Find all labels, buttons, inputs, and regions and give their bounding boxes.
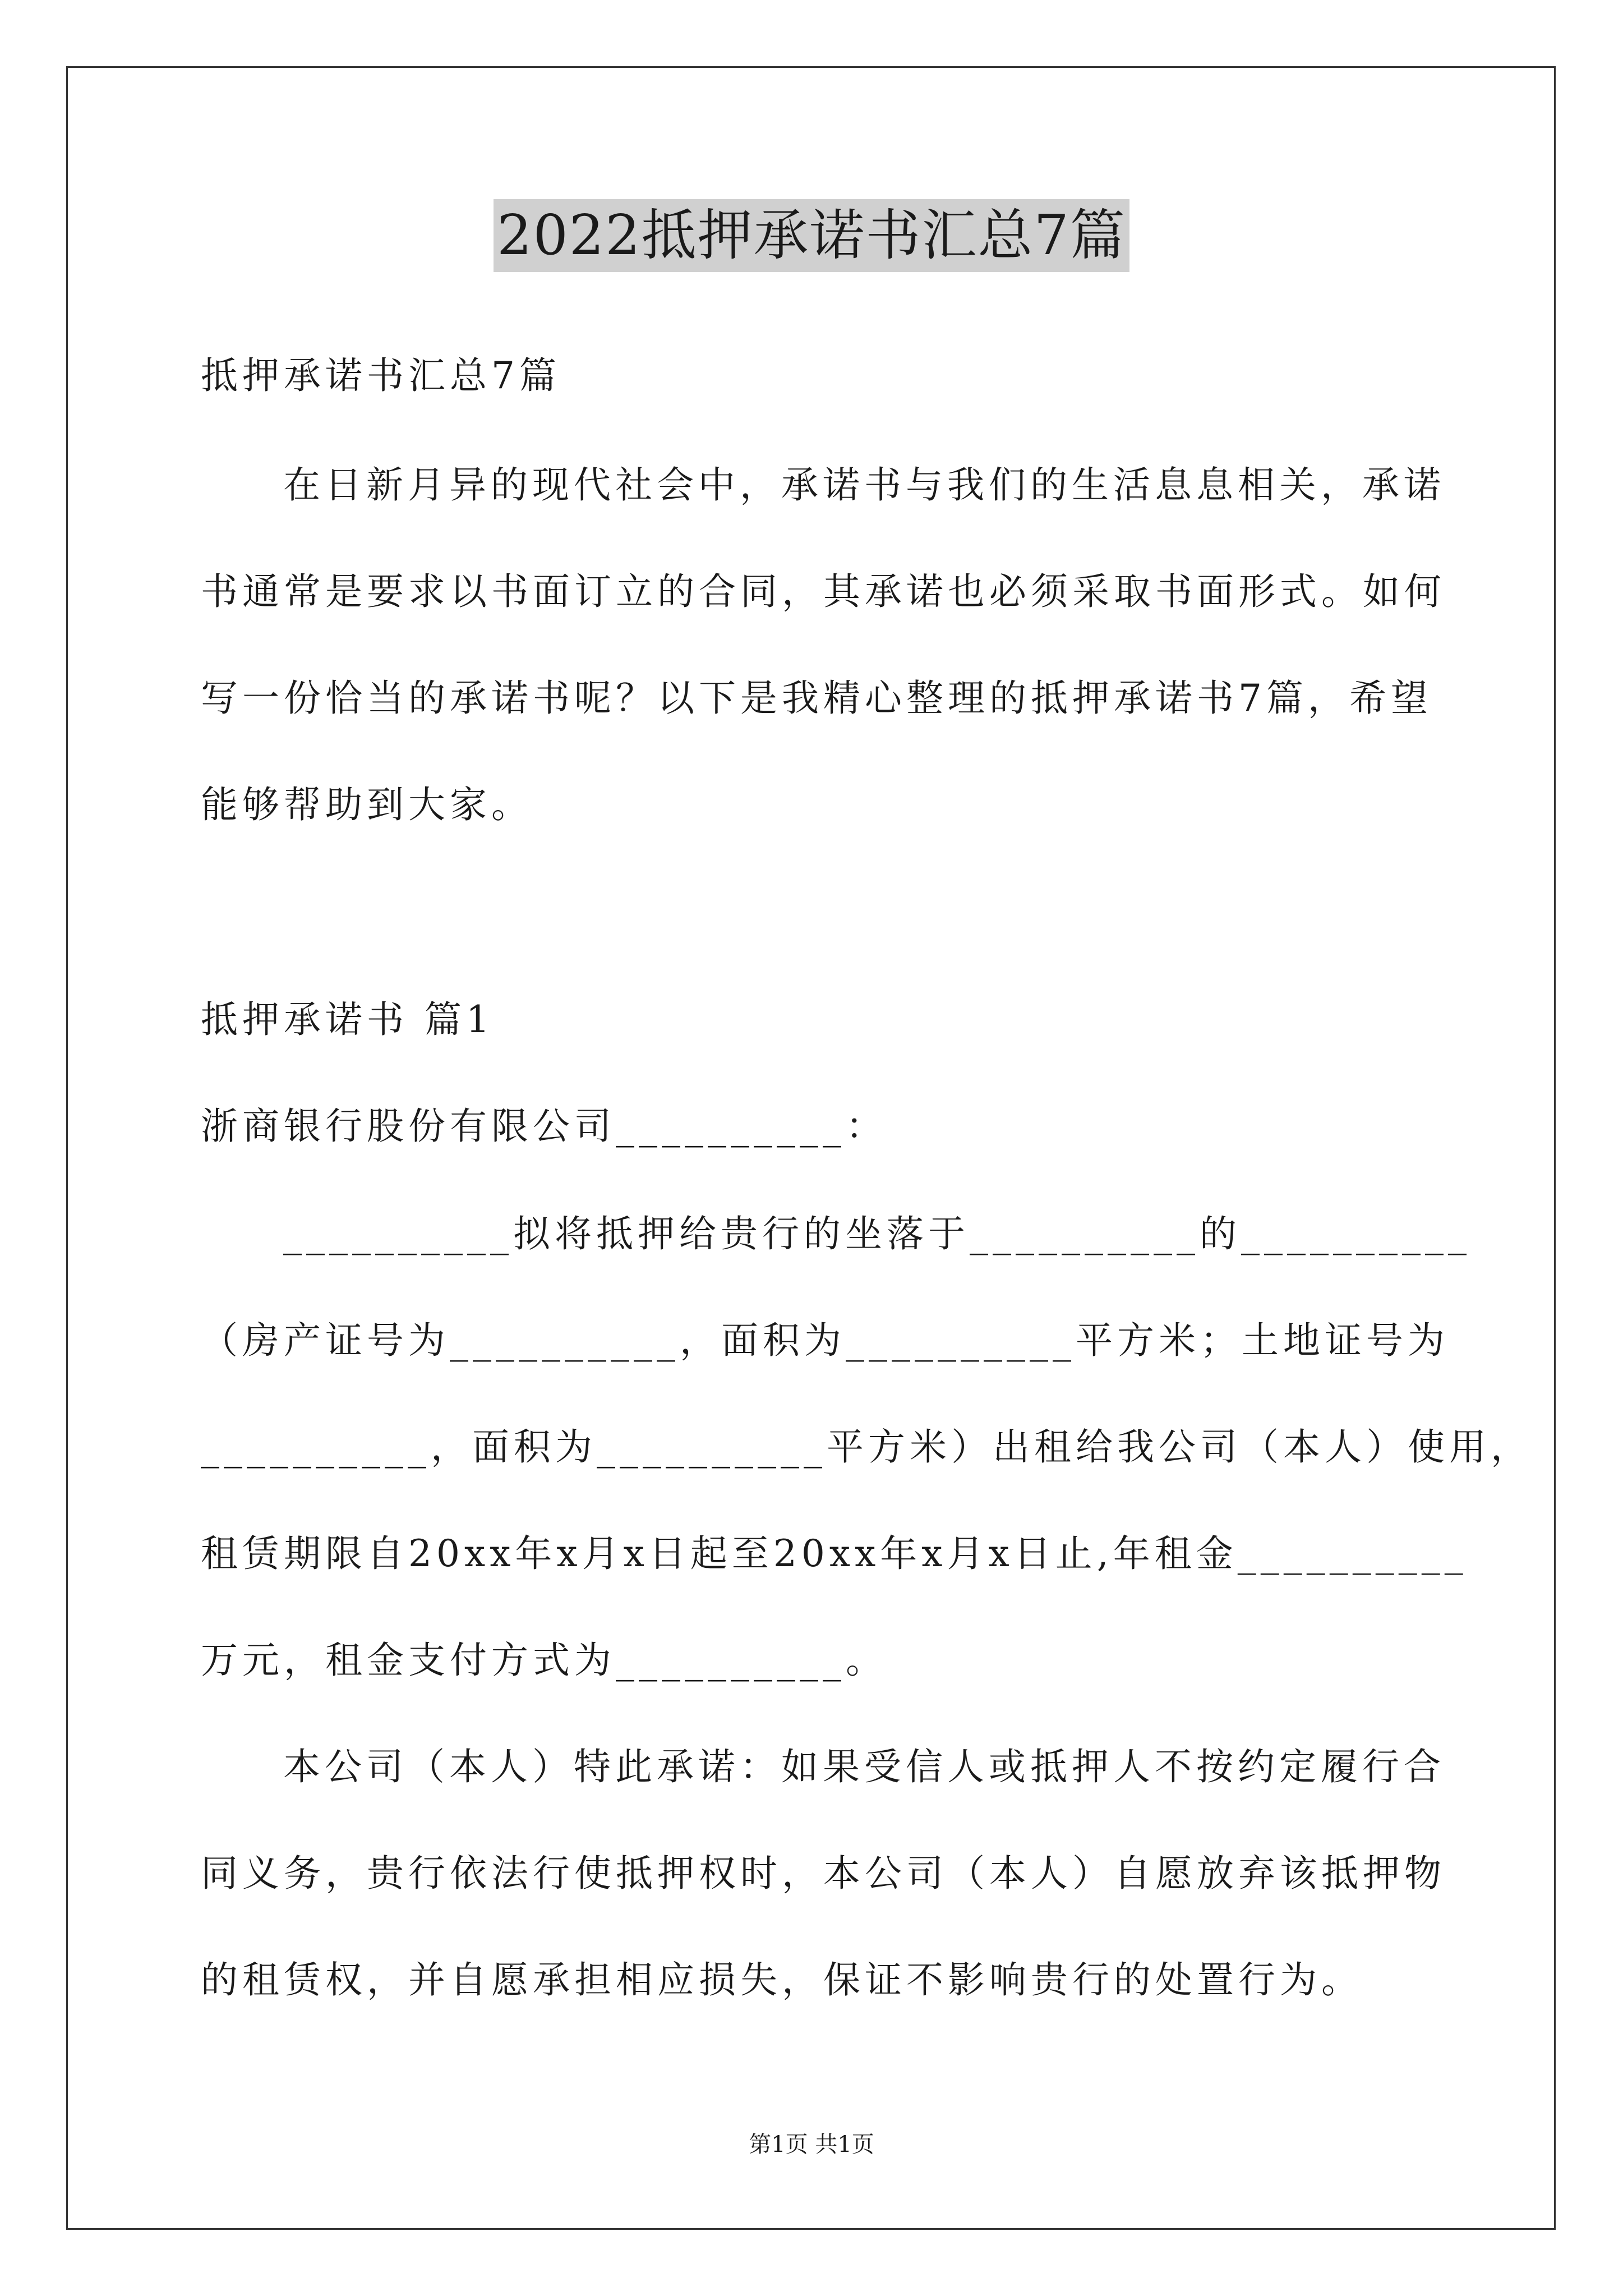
para1-line-2: （房产证号为__________，面积为__________平方米；土地证号为 [201, 1319, 1449, 1362]
document-subtitle: 抵押承诺书汇总7篇 [201, 354, 561, 397]
para1-line-4: 租赁期限自20xx年x月x日起至20xx年x月x日止,年租金__________ [201, 1532, 1468, 1575]
section-heading: 抵押承诺书 篇1 [201, 998, 494, 1041]
intro-line-4: 能够帮助到大家。 [201, 783, 533, 826]
intro-line-1: 在日新月异的现代社会中，承诺书与我们的生活息息相关，承诺 [283, 463, 1445, 507]
intro-line-3: 写一份恰当的承诺书呢？以下是我精心整理的抵押承诺书7篇，希望 [201, 677, 1432, 720]
para2-line-1: 本公司（本人）特此承诺：如果受信人或抵押人不按约定履行合 [283, 1745, 1445, 1788]
addressee-line: 浙商银行股份有限公司__________： [201, 1105, 887, 1148]
para2-line-2: 同义务，贵行依法行使抵押权时，本公司（本人）自愿放弃该抵押物 [201, 1852, 1446, 1895]
intro-line-2: 书通常是要求以书面订立的合同，其承诺也必须采取书面形式。如何 [201, 570, 1446, 613]
title-container [0, 199, 1623, 272]
page-footer: 第1页 共1页 [749, 2132, 874, 2157]
para1-line-1: __________拟将抵押给贵行的坐落于__________的__________ [283, 1212, 1471, 1255]
para1-line-5: 万元，租金支付方式为__________。 [201, 1639, 887, 1682]
para2-line-3: 的租赁权，并自愿承担相应损失，保证不影响贵行的处置行为。 [201, 1958, 1363, 2001]
para1-line-3: __________，面积为__________平方米）出租给我公司（本人）使用， [201, 1425, 1532, 1469]
document-title: 2022抵押承诺书汇总7篇 [494, 199, 1129, 272]
